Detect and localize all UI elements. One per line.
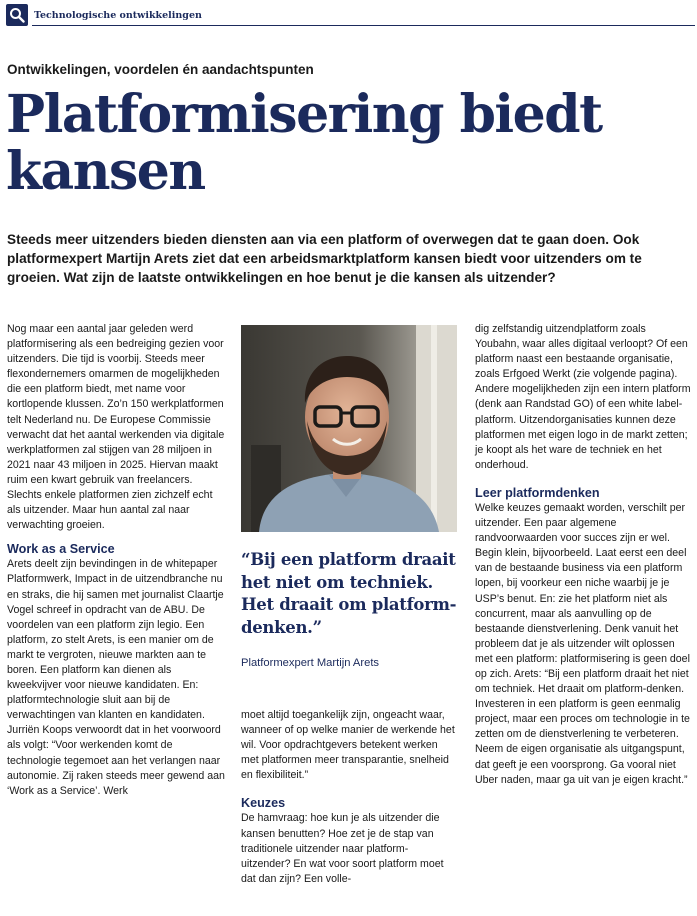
section-header: [0, 0, 697, 28]
column-2: [241, 708, 457, 887]
article-kicker: Ontwikkelingen, voordelen én aandachtspunten: [7, 62, 314, 77]
column-1: [7, 322, 227, 799]
subhead-leer-platformdenken: Leer platformdenken: [475, 485, 600, 500]
column-1-intro: Nog maar een aantal jaar geleden werd platformisering als een bedreiging gezien voor uitzenders. Die tijd is voorbij. Steeds meer flexondernemers omarmen de mogelijkheden die een platform biedt, met name voor kortlopende klussen. Zo’n 150 werkplatformen telt Nederland nu. De Europese Commissie verwacht dat het aantal werkenden via digitale werkplatformen zal stijgen van 28 miljoen in 2021 naar 43 miljoen in 2025. Hiervan maakt ruim een kwart gebruik van freelancers. Slechts enkele platformen zien zichzelf echt als uitzender. Maar hun aantal zal naar verwachting groeien.: [7, 323, 225, 532]
search-icon: [6, 4, 28, 26]
portrait-photo: [241, 325, 457, 532]
column-2-body-2: De hamvraag: hoe kun je als uitzender die kansen benutten? Hoe zet je de stap van traditionele uitzender naar platform-uitzender? En wat voor soort platform moet dat dan zijn? Een volle-: [241, 812, 444, 885]
column-1-body: Arets deelt zijn bevindingen in de whitepaper Platformwerk, Impact in de uitzendbranche nu en straks, die hij samen met journalist Claartje Vogel schreef in opdracht van de ABU. De voordelen van een platform zijn legio. Een platform, zo stelt Arets, is een manier om de markt te vergroten, nieuwe markten aan te boren. Een platform kan dienen als kweekvijver voor nieuwe kandidaten. En: platformtechnologie sluit aan bij de verwachtingen van klanten en kandidaten. Jurriën Koops verwoordt dat in het voorwoord als volgt: “Voor werkenden komt de technologie tegemoet aan het verlangen naar autonomie. Zij raken steeds meer gewend aan ‘Work as a Service’. Werk: [7, 558, 225, 797]
pull-quote-caption: Platformexpert Martijn Arets: [241, 657, 380, 669]
section-label: Technologische ontwikkelingen: [34, 10, 202, 21]
header-divider: [32, 25, 695, 26]
subhead-keuzes: Keuzes: [241, 796, 286, 811]
column-2-body: moet altijd toegankelijk zijn, ongeacht waar, wanneer of op welke manier de werkende het wil. Voor opdrachtgevers betekent werken met platformen meer transparantie, snelheid en flexibiliteit.”: [241, 709, 455, 782]
pull-quote: “Bij een platform draait het niet om techniek. Het draait om platform-denken.”: [241, 550, 457, 637]
column-3-body-2: Welke keuzes gemaakt worden, verschilt per uitzender. Een paar algemene randvoorwaarden voor succes zijn er wel. Begin klein, bijvoorbeeld. Laat eerst een deel van de bestaande business via een platform lopen, bij voorkeur een niche waarbij je je USP’s benut. En: zie het platform niet als concurrent, maar als aanvulling op de bestaande dienstverlening. Denk vanuit het probleem dat je als uitzender wilt oplossen met een platform: platformisering is geen doel op zich. Arets: “Bij een platform draait het niet om techniek. Het draait om platform-denken. Investeren in een platform is geen eenmalig project, maar een proces om technologie in te zetten om de dienstverlening te verbeteren. Neem de eigen organisatie als uitgangspunt, dat geeft je een voorsprong. Ga vooral niet Uber naden, maar ga uit van je eigen kracht.”: [475, 501, 690, 786]
column-3-body: dig zelfstandig uitzendplatform zoals Youbahn, waar alles digitaal verloopt? Of een platform naast een bestaande organisatie, zoals Erfgoed Werkt (zie volgende pagina). Andere mogelijkheden zijn een intern platform (denk aan Randstad GO) of een white label-platform. Uitzendorganisaties kunnen deze platformen met eigen logo in de markt zetten; je koopt als het ware de techniek en het onderhoud.: [475, 323, 691, 471]
article-title: Platformisering biedt kansen: [6, 84, 602, 202]
article-lead: Steeds meer uitzenders bieden diensten aan via een platform of overwegen dat te gaan doen. Ook platformexpert Martijn Arets ziet dat een arbeidsmarktplatform kansen biedt voor uitzenders om te groeien. Wat zijn de laatste ontwikkelingen en hoe benut je die kansen als uitzender?: [7, 232, 642, 286]
column-3: [475, 322, 691, 788]
subhead-work-as-a-service: Work as a Service: [7, 542, 115, 557]
